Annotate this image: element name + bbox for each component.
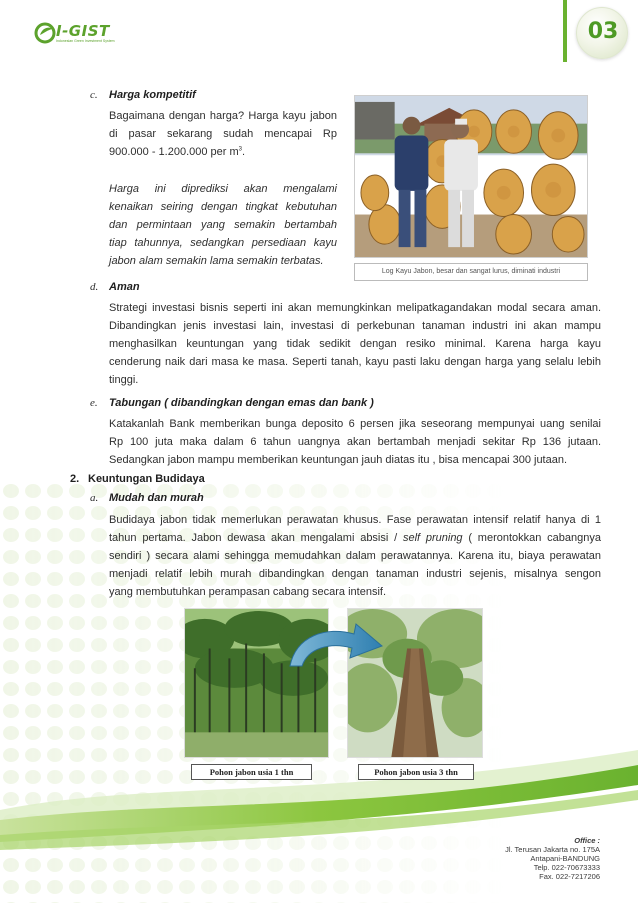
curved-arrow-icon xyxy=(286,620,386,668)
section-e-paragraph xyxy=(109,415,601,469)
office-address-line-2: Antapani-BANDUNG xyxy=(530,854,600,863)
text-line: Strategi investasi bisnis seperti ini akan memungkinkan melipatkagandakan modal secara aman. xyxy=(109,302,601,314)
text-line: yang membutuhkan perampasan cabang secara intensif. xyxy=(109,586,387,598)
office-phone: Telp. 022-70673333 xyxy=(533,863,600,872)
text-line: 900.000 - 1.200.000 per $m^3$. xyxy=(109,146,246,158)
text-line: cenderung naik dari masa ke masa. Seperti tanah, kayu pasti laku dengan harga yang selalu lebih xyxy=(109,356,601,368)
text-line: menjadi relatif lebih murah dibandingkan dengan tanaman industri sejenis, misalnya sengon xyxy=(109,568,601,580)
tree-3-year-caption: Pohon jabon usia 3 thn xyxy=(358,764,474,780)
logo-tagline: Indonesian Green Investment System xyxy=(56,39,115,43)
text-line: Harga ini diprediksi akan mengalami xyxy=(109,183,337,195)
office-contact-block xyxy=(505,836,600,881)
section-e-marker: e. xyxy=(90,397,98,409)
section-a-paragraph xyxy=(109,511,601,601)
section-a-title: Mudah dan murah xyxy=(109,492,204,504)
logo-text: I-GIST xyxy=(56,22,110,40)
section-d-paragraph xyxy=(109,299,601,389)
log-photo-caption: Log Kayu Jabon, besar dan sangat lurus, diminati industri xyxy=(354,263,588,281)
log-photo xyxy=(354,95,588,258)
text-line: di pasar sekarang sudah mencapai Rp xyxy=(109,128,337,140)
section-c-paragraph-1 xyxy=(109,107,337,161)
text-line: Katakanlah Bank memberikan bunga deposito 6 persen jika seseorang mempunyai uang senilai xyxy=(109,418,601,430)
text-line: jabon alam semakin lama semakin terbatas. xyxy=(109,255,324,267)
text-line: Dibandingkan jenis investasi lain, investasi di perkebunan tanaman industri ini akan mampu xyxy=(109,320,601,332)
self-pruning-term: self pruning xyxy=(402,532,463,544)
text-line: kenaikan seiring dengan tingkat kebutuhan xyxy=(109,201,337,213)
section-d-title: Aman xyxy=(109,281,140,293)
page-number-badge xyxy=(576,7,628,59)
text-line: tahun pertama. Jabon dewasa akan mengalami absisi / self pruning ( merontokkan cabangnya xyxy=(109,532,601,544)
text-line: tinggi. xyxy=(109,374,139,386)
text-line: dan permintaan yang semakin bertambah xyxy=(109,219,337,231)
section-d-marker: d. xyxy=(90,281,99,293)
unit-superscript: 3 xyxy=(238,146,242,153)
tree-1-year-caption: Pohon jabon usia 1 thn xyxy=(191,764,312,780)
section-e-title: Tabungan ( dibandingkan dengan emas dan bank ) xyxy=(109,397,374,409)
office-title: Office : xyxy=(574,836,600,845)
page-number: 03 xyxy=(587,19,619,44)
section-c-title: Harga kompetitif xyxy=(109,89,196,101)
text-line: Bagaimana dengan harga? Harga kayu jabon xyxy=(109,110,337,122)
text-line: tiap tahunnya, sedangkan persediaan kayu xyxy=(109,237,337,249)
section-c-paragraph-2 xyxy=(109,180,337,270)
office-address-line-1: Jl. Terusan Jakarta no. 175A xyxy=(505,845,600,854)
text-line: menghasilkan keuntungan yang tidak sedikit dengan resiko minimal. Karena harga kayu xyxy=(109,338,601,350)
text-line: Rp 100 juta maka dalam 6 tahun uangnya akan bertambah menjadi sekitar Rp 136 jutaan. xyxy=(109,436,601,448)
section-c-marker: c. xyxy=(90,89,98,101)
section-2-title: Keuntungan Budidaya xyxy=(88,473,205,485)
header-divider xyxy=(563,0,567,62)
text-line: sendiri ) secara alami sehingga memudahkan dalam perawatannya. Karena itu, biaya perawatan xyxy=(109,550,601,562)
section-a-marker: a. xyxy=(90,492,99,504)
section-2-number: 2. xyxy=(70,473,80,485)
text-line: Sedangkan jabon mampu memberikan keuntungan jauh diatas itu , bisa mencapai 300 jutaan. xyxy=(109,454,568,466)
i-gist-logo[interactable] xyxy=(34,20,118,46)
office-fax: Fax. 022-7217206 xyxy=(539,872,600,881)
text-line: Budidaya jabon tidak memerlukan perawatan khusus. Fase perawatan intensif relatif hanya di 1 xyxy=(109,514,601,526)
